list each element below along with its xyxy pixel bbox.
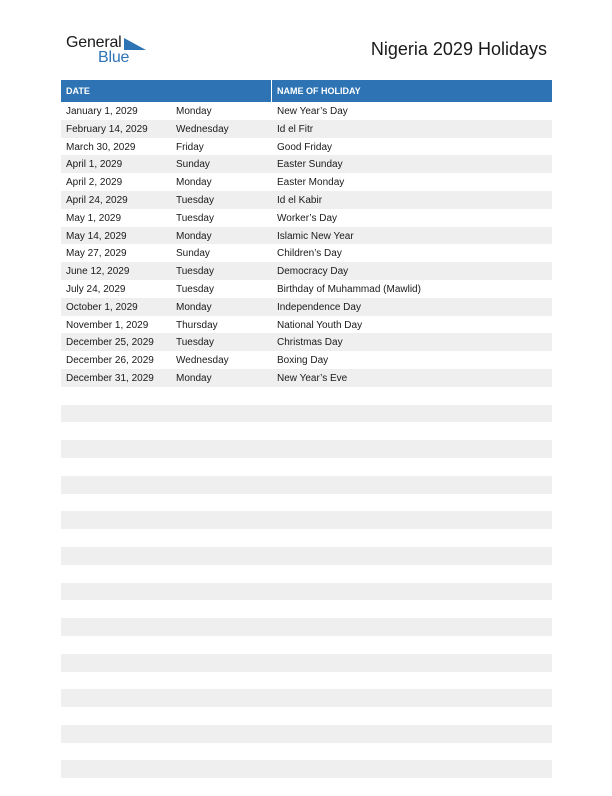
table-row [61,422,552,440]
table-row [61,565,552,583]
table-row [61,405,552,423]
row-date: April 1, 2029 [66,159,123,171]
row-holiday-name: New Year’s Eve [277,372,348,384]
row-weekday: Sunday [176,159,210,171]
row-weekday: Thursday [176,319,218,331]
row-weekday: Sunday [176,248,210,260]
row-date: May 1, 2029 [66,212,122,224]
row-date: June 12, 2029 [66,266,130,278]
row-holiday-name: Birthday of Muhammad (Mawlid) [277,283,421,295]
row-holiday-name: Independence Day [277,301,361,313]
table-row [61,760,552,778]
table-row [61,138,552,156]
table-row [61,583,552,601]
row-weekday: Friday [176,141,204,153]
header-date: DATE [66,86,90,96]
row-holiday-name: Id el Fitr [277,123,314,135]
table-row [61,600,552,618]
table-row [61,191,552,209]
row-date: July 24, 2029 [66,283,126,295]
table-row [61,618,552,636]
row-date: December 26, 2029 [66,355,154,367]
table-row [61,333,552,351]
table-row [61,173,552,191]
table-row [61,511,552,529]
row-weekday: Tuesday [176,194,214,206]
table-row [61,102,552,120]
row-date: December 31, 2029 [66,372,154,384]
row-date: January 1, 2029 [66,106,138,117]
table-row [61,636,552,654]
table-row [61,672,552,690]
table-row [61,476,552,494]
row-holiday-name: Children’s Day [277,248,342,260]
table-row [61,547,552,565]
row-weekday: Monday [176,230,212,242]
table-row [61,529,552,547]
table-row [61,351,552,369]
table-row [61,244,552,262]
table-row [61,227,552,245]
row-weekday: Monday [176,106,212,117]
table-row [61,280,552,298]
row-date: February 14, 2029 [66,123,148,135]
row-holiday-name: Democracy Day [277,266,349,278]
logo-text-blue: Blue [98,49,130,66]
row-weekday: Tuesday [176,283,214,295]
row-weekday: Monday [176,372,212,384]
table-row [61,369,552,387]
row-holiday-name: Easter Monday [277,177,345,189]
row-date: May 14, 2029 [66,230,127,242]
row-date: May 27, 2029 [66,248,127,260]
table-row [61,725,552,743]
row-weekday: Wednesday [176,123,229,135]
table-header [61,80,552,102]
row-date: November 1, 2029 [66,319,149,331]
table-row [61,440,552,458]
row-holiday-name: New Year’s Day [277,106,348,117]
row-holiday-name: Id el Kabir [277,194,323,206]
table-row [61,209,552,227]
row-date: April 2, 2029 [66,177,123,189]
row-holiday-name: Easter Sunday [277,159,343,171]
table-row [61,458,552,476]
table-body [61,102,552,796]
row-holiday-name: Boxing Day [277,355,329,367]
holiday-table [61,80,552,796]
row-holiday-name: Christmas Day [277,337,343,349]
table-row [61,120,552,138]
row-holiday-name: Worker’s Day [277,212,338,224]
table-row [61,707,552,725]
table-row [61,494,552,512]
row-weekday: Wednesday [176,355,229,367]
row-date: December 25, 2029 [66,337,154,349]
row-holiday-name: Islamic New Year [277,230,354,242]
table-row [61,262,552,280]
table-row [61,298,552,316]
logo [66,34,156,68]
row-holiday-name: Good Friday [277,141,333,153]
row-date: October 1, 2029 [66,301,138,313]
header-holiday-name: NAME OF HOLIDAY [277,86,361,96]
row-date: April 24, 2029 [66,194,128,206]
row-holiday-name: National Youth Day [277,319,363,331]
row-weekday: Tuesday [176,337,214,349]
row-weekday: Monday [176,177,212,189]
table-row [61,654,552,672]
page-title: Nigeria 2029 Holidays [370,39,547,59]
logo-text-general: General [66,34,122,51]
table-row [61,743,552,761]
header-divider [271,80,272,102]
row-date: March 30, 2029 [66,141,136,153]
row-weekday: Tuesday [176,266,214,278]
row-weekday: Tuesday [176,212,214,224]
table-row [61,155,552,173]
row-weekday: Monday [176,301,212,313]
table-row [61,689,552,707]
table-row [61,778,552,796]
table-row [61,316,552,334]
table-row [61,387,552,405]
